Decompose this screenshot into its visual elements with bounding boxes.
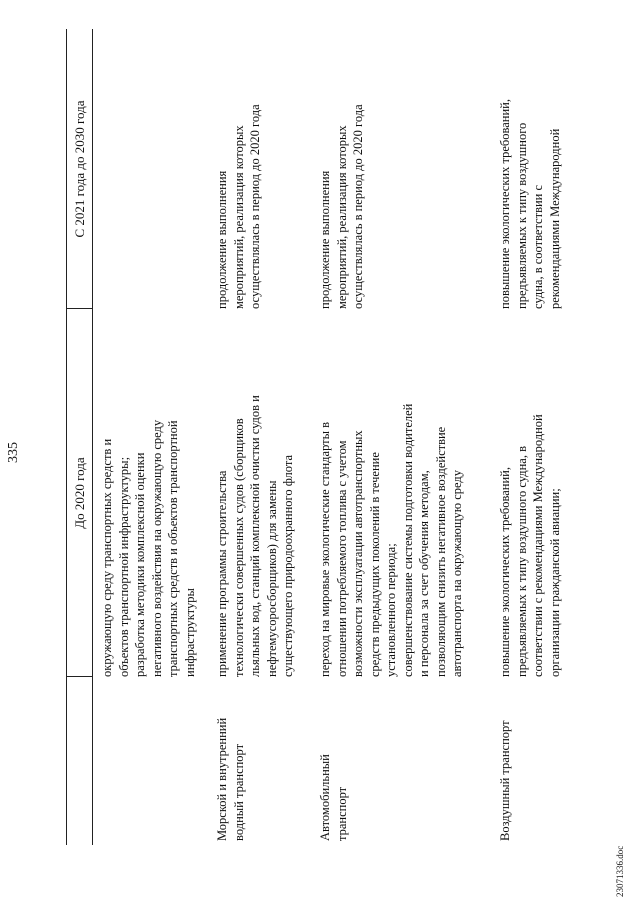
header-before-2020: До 2020 года (72, 457, 87, 529)
header-2021-2030: С 2021 года до 2030 года (72, 100, 87, 238)
document-id: 23071336.doc (615, 845, 625, 897)
row-air-2021-2030: повышение экологических требований, предъявляемых к типу воздушного судна, в соответствии с рекомендациями Международной (498, 99, 562, 309)
row-maritime-before-2020: применение программы строительства технологически совершенных судов (сборщиков льяльных вод, станций комплексной очистки судов и нефтемусоросборщиков) для замены существующего природоохранного флота (215, 395, 295, 677)
table-header-rule (92, 29, 93, 845)
row-maritime-2021-2030: продолжение выполнения мероприятий, реализация которых осуществлялась в период до 2020 года (215, 104, 262, 309)
row-road-before-2020: переход на мировые экологические стандарты в отношении потребляемого топлива с учетом возможности эксплуатации автотранспортных средств предыдущих поколений в течение установленного периода; совершенствование системы подготовки водителей и персонала за счет обучения методам, позволяющим снизить негативное воздействие автотранспорта на окружающую среду (318, 403, 464, 677)
row-maritime-label: Морской и внутренний водный транспорт (215, 717, 246, 841)
row-air-before-2020: повышение экологических требований, предъявляемых к типу воздушного судна, в соответствии с рекомендациями Международной организации гражданской авиации; (498, 414, 562, 677)
row-road-label: Автомобильный транспорт (318, 754, 349, 841)
row-air-label: Воздушный транспорт (498, 720, 512, 841)
row-continuation-before-2020: окружающую среду транспортных средств и объектов транспортной инфраструктуры; разработка методики комплексной оценки негативного воздействия на окружающую среду транспортных средств и объектов транспортной инфраструктуры (100, 419, 197, 677)
page-number: 335 (6, 442, 21, 463)
row-road-2021-2030: продолжение выполнения мероприятий, реализация которых осуществлялась в период до 2020 года (318, 104, 365, 309)
table-top-rule (66, 29, 67, 845)
